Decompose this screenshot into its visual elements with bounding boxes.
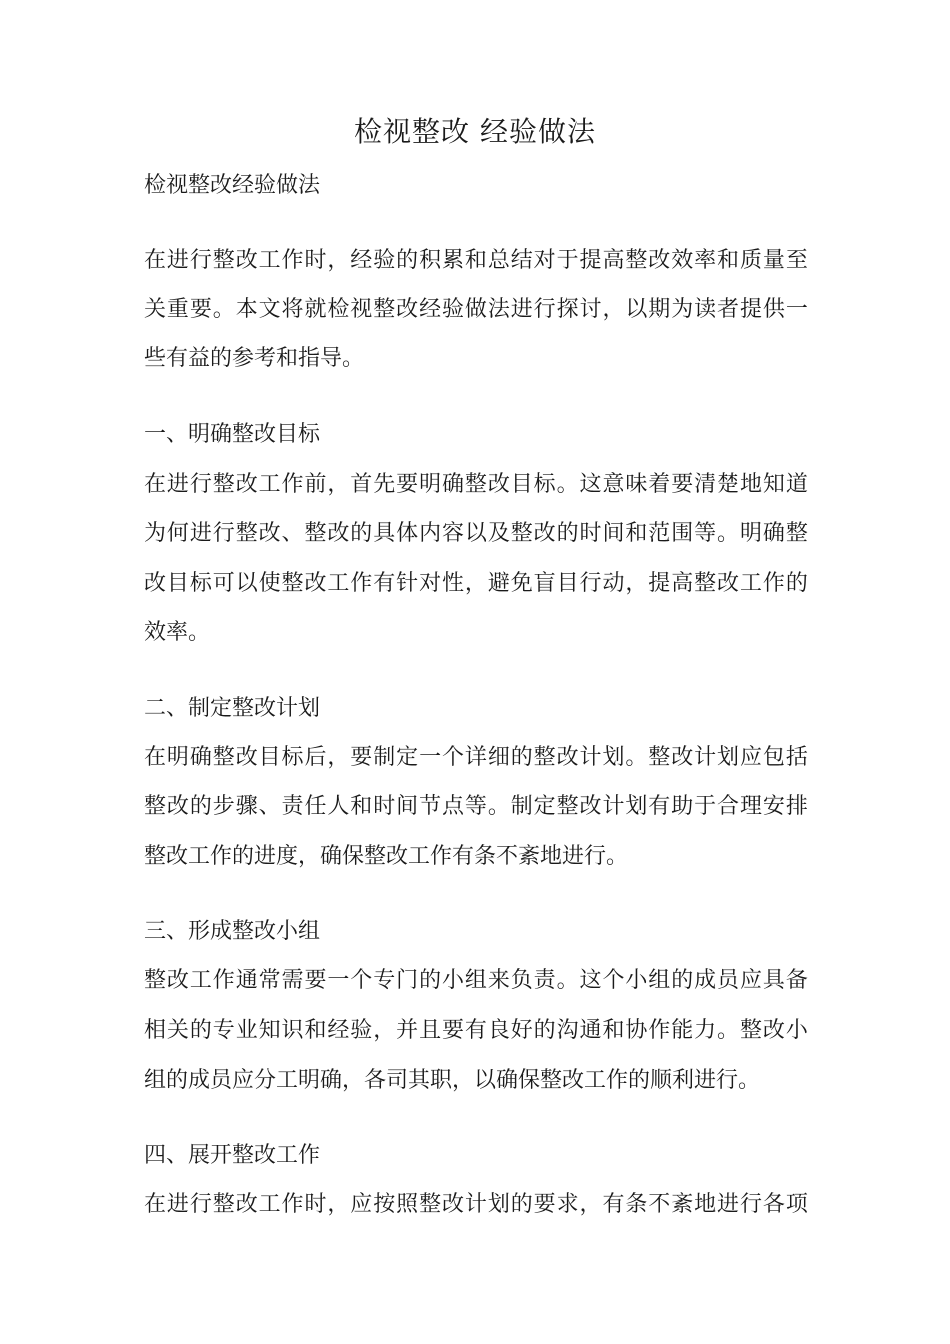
section-line: 改 目 标 可 以 使 整 改 工 作 有 针 对 性 ， 避 免 盲 目 行 动 ， 提 高 整 改 工 作 的 <box>144 571 808 596</box>
document-title: 检视整改 经验做法 <box>354 115 596 148</box>
section-line: 整 改 的 步 骤 、 责 任 人 和 时 间 节 点 等 。 制 定 整 改 计 划 有 助 于 合 理 安 排 <box>144 794 808 819</box>
section-line: 在 明 确 整 改 目 标 后 ， 要 制 定 一 个 详 细 的 整 改 计 划 。 整 改 计 划 应 包 括 <box>144 745 808 770</box>
intro-line: 关 重 要 。 本 文 将 就 检 视 整 改 经 验 做 法 进 行 探 讨 ， 以 期 为 读 者 提 供 一 <box>144 297 808 322</box>
section-line: 组的成员应分工明确，各司其职，以确保整改工作的顺利进行。 <box>144 1068 761 1093</box>
document-subtitle: 检视整改经验做法 <box>144 173 321 198</box>
section-line: 在 进 行 整 改 工 作 时 ， 应 按 照 整 改 计 划 的 要 求 ， 有 条 不 紊 地 进 行 各 项 <box>144 1192 808 1217</box>
section-line: 相 关 的 专 业 知 识 和 经 验 ， 并 且 要 有 良 好 的 沟 通 和 协 作 能 力 。 整 改 小 <box>144 1018 808 1043</box>
section-heading: 四、展开整改工作 <box>144 1143 321 1168</box>
section-line: 整改工作的进度，确保整改工作有条不紊地进行。 <box>144 844 629 869</box>
section-heading: 二、制定整改计划 <box>144 696 321 721</box>
section-heading: 三、形成整改小组 <box>144 919 321 944</box>
section-line: 在 进 行 整 改 工 作 前 ， 首 先 要 明 确 整 改 目 标 。 这 意 味 着 要 清 楚 地 知 道 <box>144 472 808 497</box>
intro-line: 些有益的参考和指导。 <box>144 346 365 371</box>
section-line: 为 何 进 行 整 改 、 整 改 的 具 体 内 容 以 及 整 改 的 时 间 和 范 围 等 。 明 确 整 <box>144 521 808 546</box>
section-heading: 一、明确整改目标 <box>144 422 321 447</box>
intro-line: 在 进 行 整 改 工 作 时 ， 经 验 的 积 累 和 总 结 对 于 提 高 整 改 效 率 和 质 量 至 <box>144 248 808 273</box>
section-line: 整 改 工 作 通 常 需 要 一 个 专 门 的 小 组 来 负 责 。 这 个 小 组 的 成 员 应 具 备 <box>144 968 808 993</box>
section-line: 效率。 <box>144 620 211 645</box>
